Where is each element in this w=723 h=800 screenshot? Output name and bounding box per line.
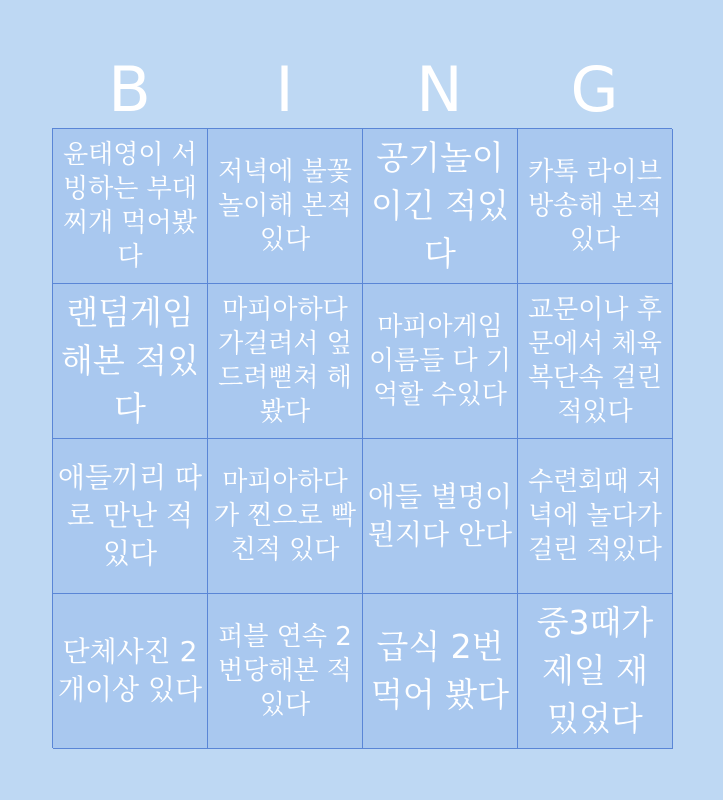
header-letter-n: N xyxy=(416,53,463,126)
bingo-cell[interactable] xyxy=(208,284,363,439)
bingo-cell[interactable] xyxy=(363,439,518,594)
bingo-cell[interactable] xyxy=(363,284,518,439)
cell-text: 카톡 라이브방송해 본적있다 xyxy=(528,157,662,255)
bingo-cell[interactable] xyxy=(518,284,673,439)
cell-text: 마피아게임이름들 다 기억할 수있다 xyxy=(368,312,512,410)
cell-text: 급식 2번먹어 봤다 xyxy=(370,627,509,714)
cell-text: 애들끼리 따로 만난 적있다 xyxy=(57,461,203,570)
cell-text: 단체사진 2개이상 있다 xyxy=(57,635,203,706)
bingo-cell[interactable] xyxy=(208,129,363,284)
bingo-cell[interactable] xyxy=(518,439,673,594)
bingo-cell[interactable] xyxy=(518,129,673,284)
cell-text: 마피아하다가 찐으로 빡친적 있다 xyxy=(213,467,357,565)
cell-text: 퍼블 연속 2번당해본 적있다 xyxy=(218,622,352,720)
cell-text: 애들 별명이 뭔지다 안다 xyxy=(367,480,513,551)
bingo-cell[interactable] xyxy=(518,594,673,749)
bingo-cell[interactable] xyxy=(208,439,363,594)
cell-text: 랜덤게임 해본 적있다 xyxy=(60,293,199,428)
bingo-cell[interactable] xyxy=(363,129,518,284)
bingo-cell[interactable] xyxy=(53,439,208,594)
cell-text: 윤태영이 서빙하는 부대찌개 먹어봤다 xyxy=(63,140,197,272)
cell-text: 교문이나 후문에서 체육복단속 걸린적있다 xyxy=(528,295,662,427)
header-letter-b: B xyxy=(108,53,151,126)
bingo-header xyxy=(52,52,672,128)
bingo-cell[interactable] xyxy=(363,594,518,749)
bingo-cell[interactable] xyxy=(53,129,208,284)
header-letter-i: I xyxy=(275,53,294,126)
cell-text: 저녁에 불꽃놀이해 본적있다 xyxy=(218,157,352,255)
bingo-cell[interactable] xyxy=(208,594,363,749)
cell-text: 수련회때 저녁에 놀다가 걸린 적있다 xyxy=(528,467,662,565)
bingo-cell[interactable] xyxy=(53,284,208,439)
bingo-cell[interactable] xyxy=(53,594,208,749)
header-letter-g: G xyxy=(570,53,619,126)
cell-text: 마피아하다가걸려서 엎드려뻗쳐 해봤다 xyxy=(218,295,352,427)
bingo-grid xyxy=(52,128,672,748)
cell-text: 중3때가 제일 재 밌었다 xyxy=(536,603,654,738)
cell-text: 공기놀이 이긴 적있다 xyxy=(370,138,509,273)
